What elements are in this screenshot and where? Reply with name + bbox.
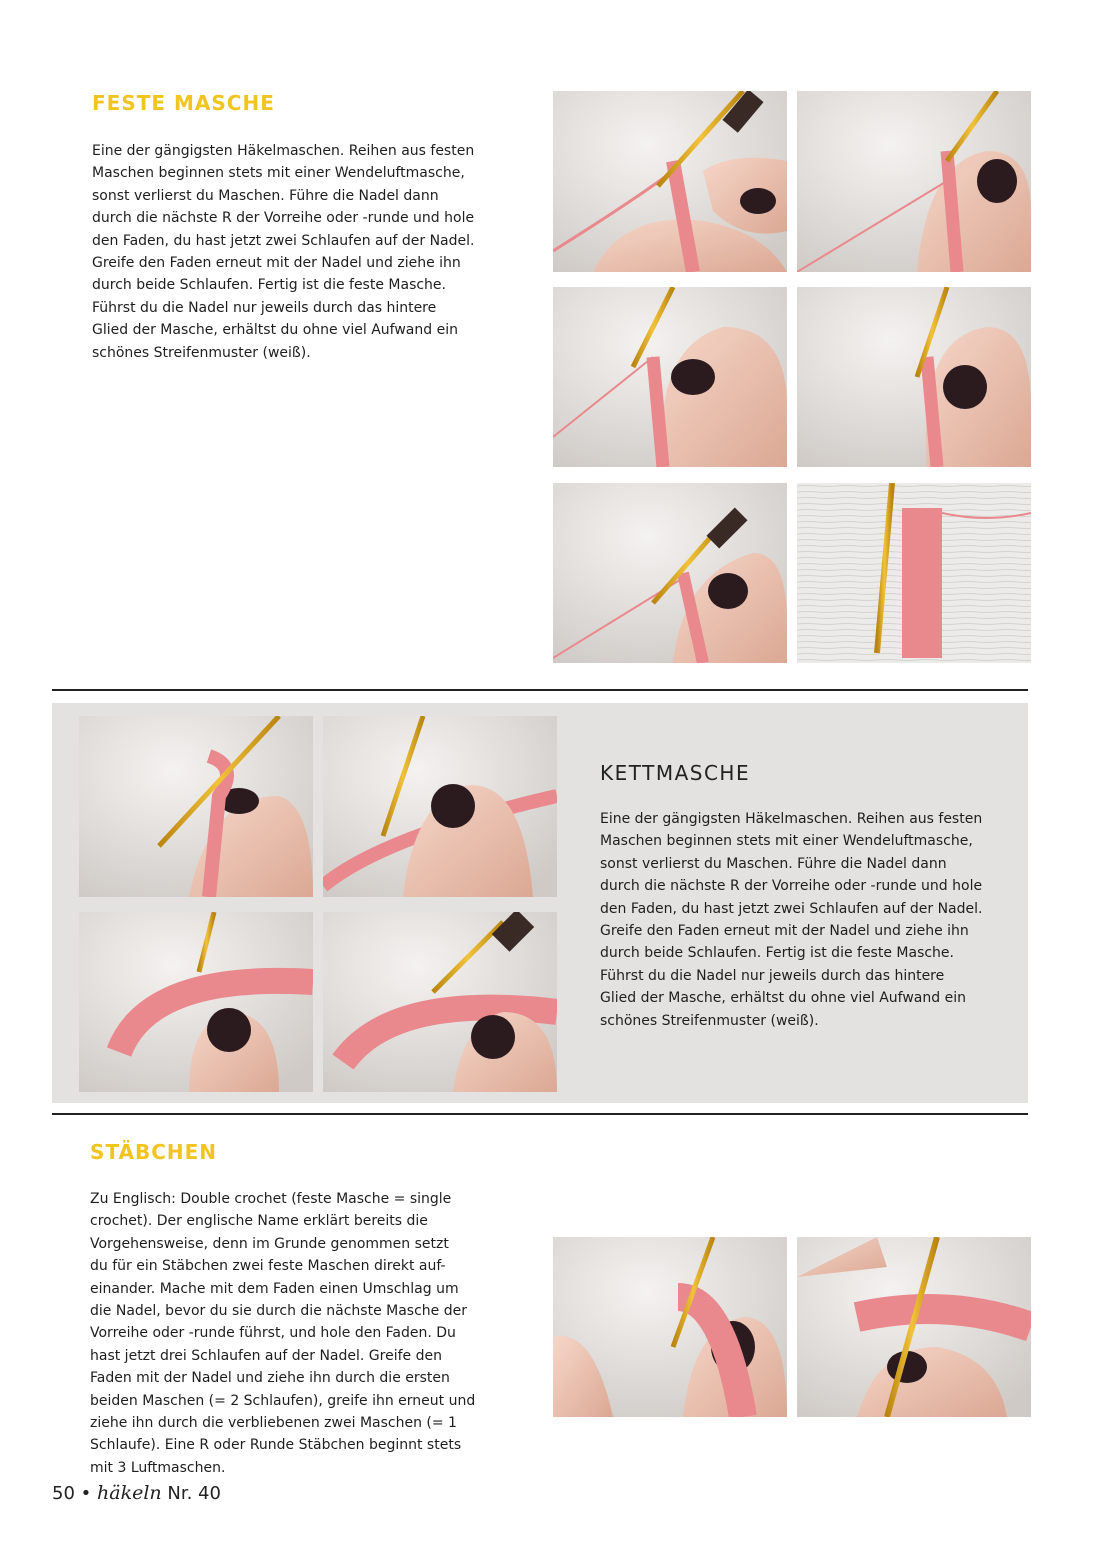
footer-bullet: • — [80, 1483, 92, 1504]
photo-feste-masche-result — [797, 483, 1031, 663]
text-line: Greife den Faden erneut mit der Nadel und ziehe ihn — [92, 255, 461, 272]
text-line: mit 3 Luftmaschen. — [90, 1459, 226, 1476]
text-line: beiden Maschen (= 2 Schlaufen), greife ihn erneut und — [90, 1392, 476, 1409]
photo-feste-masche-step-2 — [797, 91, 1031, 272]
section-title-kettmasche: KETTMASCHE — [600, 761, 751, 785]
text-line: Maschen beginnen stets mit einer Wendeluftmasche, — [600, 833, 973, 850]
text-line: ziehe ihn durch die verbliebenen zwei Maschen (= 1 — [90, 1415, 457, 1432]
section-text-kettmasche — [600, 808, 995, 1032]
text-line: Führst du die Nadel nur jeweils durch das hintere — [600, 967, 945, 984]
text-line: durch die nächste R der Vorreihe oder -runde und hole — [600, 878, 983, 895]
text-line: Führst du die Nadel nur jeweils durch das hintere — [92, 299, 437, 316]
page-number: 50 — [52, 1483, 75, 1504]
photo-kettmasche-step-3 — [79, 912, 313, 1092]
photo-feste-masche-step-5 — [553, 483, 787, 663]
text-line: Eine der gängigsten Häkelmaschen. Reihen aus festen — [600, 811, 983, 827]
photo-feste-masche-step-3 — [553, 287, 787, 467]
text-line: schönes Streifenmuster (weiß). — [92, 344, 311, 361]
text-line: durch beide Schlaufen. Fertig ist die feste Masche. — [600, 945, 954, 962]
page-footer — [52, 1482, 221, 1504]
text-line: hast jetzt drei Schlaufen auf der Nadel. Greife den — [90, 1347, 442, 1364]
text-line: Vorreihe oder -runde führst, und hole den Faden. Du — [90, 1325, 456, 1342]
text-line: crochet). Der englische Name erklärt bereits die — [90, 1213, 428, 1230]
section-title-staebchen: STÄBCHEN — [90, 1140, 218, 1164]
section-text-feste-masche — [92, 140, 488, 364]
text-line: Zu Englisch: Double crochet (feste Masche = single — [90, 1191, 452, 1207]
photo-feste-masche-step-4 — [797, 287, 1031, 467]
text-line: den Faden, du hast jetzt zwei Schlaufen auf der Nadel. — [600, 900, 983, 917]
text-line: Greife den Faden erneut mit der Nadel und ziehe ihn — [600, 923, 969, 940]
text-line: Eine der gängigsten Häkelmaschen. Reihen aus festen — [92, 143, 475, 159]
text-line: die Nadel, bevor du sie durch die nächste Masche der — [90, 1303, 467, 1320]
text-line: Glied der Masche, erhältst du ohne viel Aufwand ein — [600, 990, 966, 1007]
text-line: schönes Streifenmuster (weiß). — [600, 1012, 819, 1029]
text-line: durch die nächste R der Vorreihe oder -runde und hole — [92, 210, 475, 227]
photo-feste-masche-step-1 — [553, 91, 787, 272]
text-line: Vorgehensweise, denn im Grunde genommen setzt — [90, 1235, 449, 1252]
text-line: sonst verlierst du Maschen. Führe die Nadel dann — [92, 187, 439, 204]
photo-kettmasche-step-1 — [79, 716, 313, 897]
text-line: du für ein Stäbchen zwei feste Maschen direkt auf- — [90, 1258, 446, 1275]
photo-kettmasche-step-2 — [323, 716, 557, 897]
text-line: Schlaufe). Eine R oder Runde Stäbchen beginnt stets — [90, 1437, 462, 1454]
text-line: einander. Mache mit dem Faden einen Umschlag um — [90, 1280, 459, 1297]
section-text-staebchen — [90, 1188, 485, 1479]
photo-staebchen-step-2 — [797, 1237, 1031, 1417]
issue-number: Nr. 40 — [167, 1483, 221, 1504]
photo-kettmasche-step-4 — [323, 912, 557, 1092]
text-line: Maschen beginnen stets mit einer Wendeluftmasche, — [92, 165, 465, 182]
section-divider — [52, 1113, 1028, 1115]
magazine-brand: häkeln — [97, 1482, 162, 1504]
text-line: durch beide Schlaufen. Fertig ist die feste Masche. — [92, 277, 446, 294]
text-line: den Faden, du hast jetzt zwei Schlaufen auf der Nadel. — [92, 232, 475, 249]
text-line: Glied der Masche, erhältst du ohne viel Aufwand ein — [92, 322, 458, 339]
text-line: sonst verlierst du Maschen. Führe die Nadel dann — [600, 855, 947, 872]
section-divider — [52, 689, 1028, 691]
text-line: Faden mit der Nadel und ziehe ihn durch die ersten — [90, 1370, 450, 1387]
photo-staebchen-step-1 — [553, 1237, 787, 1417]
section-title-feste-masche: FESTE MASCHE — [92, 91, 275, 115]
